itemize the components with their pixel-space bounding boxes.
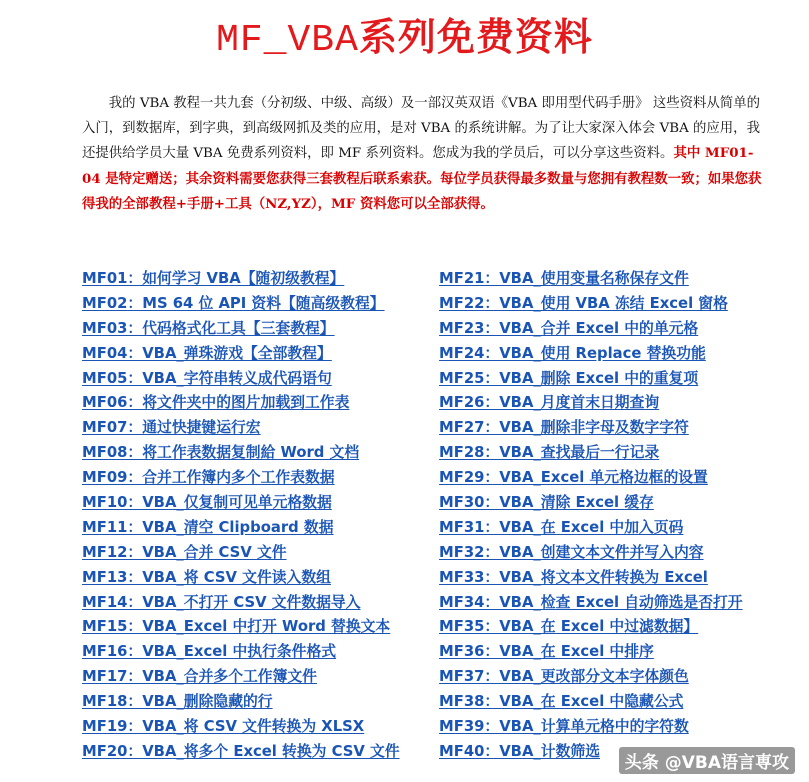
mf-link[interactable]: MF39：VBA_计算单元格中的字符数	[439, 718, 689, 736]
list-item	[82, 368, 400, 393]
page-title	[0, 6, 809, 62]
list-item	[439, 417, 743, 442]
mf-link[interactable]: MF17：VBA_合并多个工作簿文件	[82, 668, 317, 686]
mf-link[interactable]: MF29：VBA_Excel 单元格边框的设置	[439, 469, 708, 487]
list-item	[439, 442, 743, 467]
mf-link[interactable]: MF34：VBA_检查 Excel 自动筛选是否打开	[439, 593, 743, 611]
intro-text: 我的 VBA 教程一共九套（分初级、中级、高级）及一部汉英双语《VBA 即用型代码手册》 这些资料从简单的入门，到数据库，到字典，到高级网抓及类的应用，是对 VBA 的系统讲解。为了让大家深入体会 VBA 的应用，我还提供给学员大量 VBA 免费系列资料，即 MF 系列资料。您成为我的学员后，可以分享这些资料。	[82, 96, 760, 161]
mf-link[interactable]: MF06：将文件夹中的图片加载到工作表	[82, 394, 350, 412]
list-item	[439, 318, 743, 343]
mf-link[interactable]: MF28：VBA_查找最后一行记录	[439, 444, 660, 462]
list-item	[82, 417, 400, 442]
list-item	[82, 616, 400, 641]
mf-link[interactable]: MF18：VBA_删除隐藏的行	[82, 693, 273, 711]
list-item	[439, 368, 743, 393]
mf-link[interactable]: MF30：VBA_清除 Excel 缓存	[439, 494, 654, 512]
list-item	[82, 716, 400, 741]
list-item	[82, 268, 400, 293]
mf-link[interactable]: MF26：VBA_月度首末日期查询	[439, 394, 660, 412]
intro-highlight: 其中 MF01-04 是特定赠送；其余资料需要您获得三套教程后联系索获。每位学员获得最多数量与您拥有教程数一致；如果您获得我的全部教程+手册+工具（NZ,YZ），MF 资料您可以全部获得。	[82, 145, 762, 212]
list-item	[439, 666, 743, 691]
list-item	[82, 567, 400, 592]
list-item	[439, 268, 743, 293]
list-item	[439, 343, 743, 368]
list-item	[82, 492, 400, 517]
list-item	[82, 641, 400, 666]
mf-link[interactable]: MF16：VBA_Excel 中执行条件格式	[82, 643, 337, 661]
mf-link[interactable]: MF11：VBA_清空 Clipboard 数据	[82, 518, 334, 536]
mf-link[interactable]: MF09：合并工作簿内多个工作表数据	[82, 469, 335, 487]
list-item	[439, 567, 743, 592]
list-item	[439, 392, 743, 417]
list-item	[439, 616, 743, 641]
list-item	[439, 467, 743, 492]
title-prefix: MF_VBA	[216, 19, 359, 62]
list-item	[82, 467, 400, 492]
list-item	[82, 542, 400, 567]
list-item	[82, 666, 400, 691]
mf-link[interactable]: MF25：VBA_删除 Excel 中的重复项	[439, 369, 699, 387]
mf-link[interactable]: MF15：VBA_Excel 中打开 Word 替换文本	[82, 618, 391, 636]
right-link-list	[439, 268, 743, 766]
watermark: 头条 @VBA语言専攻	[619, 747, 795, 774]
mf-link[interactable]: MF40：VBA_计数筛选	[439, 742, 600, 760]
list-item	[439, 716, 743, 741]
mf-link[interactable]: MF37：VBA_更改部分文本字体颜色	[439, 668, 689, 686]
intro-paragraph	[82, 92, 762, 218]
mf-link[interactable]: MF01：如何学习 VBA【随初级教程】	[82, 270, 345, 287]
title-suffix: 系列免费资料	[358, 15, 593, 59]
list-item	[82, 741, 400, 766]
mf-link[interactable]: MF21：VBA_使用变量名称保存文件	[439, 270, 689, 287]
mf-link[interactable]: MF24：VBA_使用 Replace 替换功能	[439, 344, 706, 362]
mf-link[interactable]: MF05：VBA_字符串转义成代码语句	[82, 369, 332, 387]
mf-link[interactable]: MF14：VBA_不打开 CSV 文件数据导入	[82, 593, 361, 611]
mf-link[interactable]: MF35：VBA_在 Excel 中过滤数据】	[439, 618, 699, 636]
mf-link[interactable]: MF19：VBA_将 CSV 文件转换为 XLSX	[82, 718, 365, 736]
mf-link[interactable]: MF02：MS 64 位 API 资料【随高级教程】	[82, 294, 385, 312]
mf-link[interactable]: MF38：VBA_在 Excel 中隐藏公式	[439, 693, 684, 711]
list-item	[439, 542, 743, 567]
list-item	[82, 293, 400, 318]
mf-link[interactable]: MF20：VBA_将多个 Excel 转换为 CSV 文件	[82, 742, 400, 760]
mf-link[interactable]: MF07：通过快捷键运行宏	[82, 419, 261, 437]
mf-link[interactable]: MF23：VBA_合并 Excel 中的单元格	[439, 319, 699, 337]
mf-link[interactable]: MF08：将工作表数据复制給 Word 文档	[82, 444, 360, 462]
mf-link[interactable]: MF10：VBA_仅复制可见单元格数据	[82, 494, 332, 512]
mf-link[interactable]: MF32：VBA_创建文本文件并写入内容	[439, 543, 704, 561]
list-item	[82, 318, 400, 343]
mf-link[interactable]: MF33：VBA_将文本文件转换为 Excel	[439, 568, 708, 586]
mf-link[interactable]: MF12：VBA_合并 CSV 文件	[82, 543, 287, 561]
mf-link[interactable]: MF27：VBA_删除非字母及数字字符	[439, 419, 689, 437]
list-item	[439, 592, 743, 617]
list-item	[439, 293, 743, 318]
mf-link[interactable]: MF36：VBA_在 Excel 中排序	[439, 643, 654, 661]
list-item	[439, 492, 743, 517]
list-item	[82, 592, 400, 617]
left-link-list	[82, 268, 400, 766]
list-item	[439, 517, 743, 542]
list-item	[82, 517, 400, 542]
list-item	[82, 691, 400, 716]
list-item	[439, 691, 743, 716]
list-item	[82, 442, 400, 467]
list-item	[82, 392, 400, 417]
mf-link[interactable]: MF04：VBA_弹珠游戏【全部教程】	[82, 344, 332, 362]
mf-link[interactable]: MF03：代码格式化工具【三套教程】	[82, 319, 335, 337]
mf-link[interactable]: MF31：VBA_在 Excel 中加入页码	[439, 518, 684, 536]
mf-link[interactable]: MF22：VBA_使用 VBA 冻结 Excel 窗格	[439, 294, 728, 312]
list-item	[439, 641, 743, 666]
list-item	[82, 343, 400, 368]
mf-link[interactable]: MF13：VBA_将 CSV 文件读入数组	[82, 568, 331, 586]
